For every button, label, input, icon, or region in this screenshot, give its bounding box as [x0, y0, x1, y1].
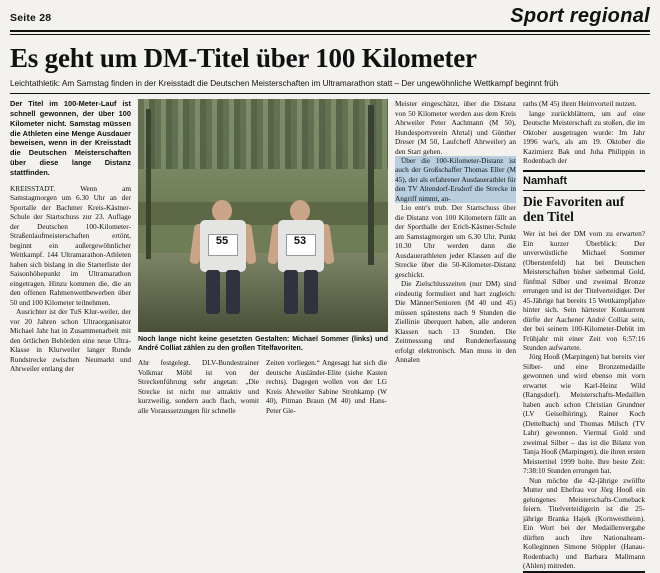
paragraph: Nun möchte die 42-jährige zwölfte Mutter und Ehefrau vor Jörg Hooß ein gelungenes Meisterschafts-Comeback feiern. Titelverteidigerin ist die 25-jährige Branka Hajek (Kornwestheim). Ein Wort bei der Medaillenvergabe dürften auch ihre Nationalteam-Kolleginnen Simone Stöppler (Hanau-Rodenbach) und Barbara Mallmann (Ahlen) mitreden.: [523, 475, 645, 571]
sidebar-title: Die Favoriten auf den Titel: [523, 194, 625, 225]
paragraph: Zeiten vorliegen.“ Angesagt hat sich die deutsche Ausländer-Elite (siehe Kasten rechts). Dagegen wollen von der LG Kreis Ahrweiler Sabine Strohkamp (W 40), Pitman Braun (M 40) und Hans-Peter Gie-: [266, 358, 387, 415]
article-photo: [138, 99, 388, 332]
article-lead: Der Titel im 100-Meter-Lauf ist schnell gewonnen, der über 100 Kilometer nicht. Samstag müssen die Athleten eine Menge Ausdauer beweisen, wenn in der Kreisstadt die Deutschen Meisterschaften über diese lange Distanz stattfinden.: [10, 99, 131, 177]
paragraph: Ausrichter ist der TuS Klur-weiler, der vor 20 Jahren schon Ultraorganisator Michael Jahr hat in Zusammenarbeit mit den örtlichen Behörden eine neue Ultra-Klasse in Klurweiler langer Runde Rundstrecke zwischen Neumarkt und Ahrweiler entlang der: [10, 307, 131, 374]
paragraph: Lio entr's trub. Der Startschuss über die Distanz von 100 Kilometern fällt an der Sporthalle der Erich-Kästner-Schule am Samstagmorgen um 6.30 Uhr. Punkt 10.30 Uhr werden dann die Ausdauerathleten jeder Klassen auf die Strecke über die 50-Kilometer-Distanz geschickt.: [395, 203, 516, 279]
photo-post-left: [146, 109, 151, 259]
column-5: [523, 99, 645, 573]
column-4-body: [395, 99, 516, 365]
paragraph: Meister eingeschätzt, über die Distanz von 50 Kilometer werden aus dem Kreis Ahrweiler Peter Aachmann (M 50), Hundesportverein Ahrtal) und Günther Dreser (M 50, Laufcheff Ahrweiler) an den Start gehen.: [395, 99, 516, 156]
column-1-body: [10, 184, 131, 374]
paragraph: lange zurückblättern, um auf eine Deutsche Meisterschaft zu stoßen, die im Oktober ausgetragen wurde: Im Jahr 1996 war's, als am 19. Oktober die Kazimierz Bak und Juha Philippin in Rodenbach der: [523, 108, 645, 165]
photo-caption: Noch lange nicht keine gesetzten Gestalten: Michael Sommer (links) und André Colliat zählen zu den großen Titelfavoriten.: [138, 336, 388, 353]
column-1: [10, 99, 131, 573]
highlighted-paragraph: Über die 100-Kilometer-Distanz ist auch der Großschaffer Thomas Eller (M 45), der als erfahrener Ausdauerathlet für den TV Altendorf-Ersdorf die Strecke in Angriff nimmt, an-: [395, 156, 516, 203]
photo-ground: [138, 253, 388, 332]
photo-under-columns: [138, 358, 388, 415]
masthead: [10, 0, 650, 27]
column-5-body: [523, 99, 645, 165]
sidebar-kicker: Namhaft: [523, 175, 568, 188]
sidebar-rule: [523, 190, 645, 191]
paragraph: Ahr festgelegt. DLV-Bundestrainer Volkmar Möbl ist von der Streckenführung sehr angetan: „Die Strecke ist nicht nur attraktiv und kurzweilig, sondern auch flach, womit alle Voraussetzungen für schnelle: [138, 358, 259, 415]
masthead-rule: [10, 30, 650, 32]
article-columns: [10, 99, 650, 573]
paragraph: Jörg Hooß (Marpingen) hat bereits vier Silber- und eine Bronzemedaille gewonnen und wird ebenso mit vorn erwartet wie Karl-Heinz Wild (Rangsdorf). Meisterschafts-Medaillen haben auch schon Christian Grundner (LV Geiselhöring), Rainer Koch (Dettelbach) und Thomas Milsch (TV Lahr) gewonnen. Viermal Gold und zweimal Silber – das ist die Bilanz von Tanja Hooß (Marpingen), die ihren ersten Meistertitel 1999 holte. Ihre beste Zeit: 7:38:10 Stunden errungen hat.: [523, 352, 645, 476]
column-4: [395, 99, 516, 573]
photo-crowd: [138, 99, 388, 169]
column-3-body: [266, 358, 387, 415]
paragraph: raths (M 45) ihren Heimvorteil nutzen.: [523, 99, 637, 109]
column-3: [266, 358, 387, 415]
photo-midband: [138, 202, 388, 225]
masthead-rule-thin: [10, 34, 650, 35]
photo-runner-left: 55: [192, 200, 256, 318]
paragraph: Die Zielschlusszeiten (nur DM) sind eindeutig formuliert und hart zugleich: Die Männer/Senioren (M 40 und 45) müssen spätestens nach 9 Stunden die Ziellinie überquert haben, alle anderen Klassen nach 13 Stunden. Die Zeitmessung und Rundenerfassung erfolgt elektronisch. Man muss in den Annalen: [395, 279, 516, 365]
paragraph: KREISSTADT. Wenn am Samstagmorgen um 6.30 Uhr an der Sportalle der Bachmer Kreis-Kästner-Schule der Startschuss zur 23. Auflage der Deutschen 100-Kilometer-Straßenlaufmeisterschaften ertönt, beginnt ein außergewöhnlicher Wettkampf. 144 Ultramarathon-Athleten haben sich bislang in die Starterliste der Saisonhöhepunkt im Ultramarathon eingetragen. Hinzu kommen die, die an den offenen Rahmenwettbewerben über 50 und 100 Kilometer teilnehmen.: [10, 183, 131, 307]
paragraph: Wer ist bei der DM vorn zu erwarten? Ein kurzer Überblick: Der unverwüstliche Michael Sommer (Oberstenfeld) hat bei Deutschen Meisterschaften bisher siebenmal Gold, fünfmal Silber und zweimal Bronze errungen und ist der Titelverteidiger. Der 45-Jährige hat bereits 15 Wettkampfjahre hinter sich. Sein härtester Konkurrent dürfte der Aachener André Colliat sein, der bei seinem 100-Kilometer-Debüt im Frühjahr mit einer Zeit von 6:57:16 Stunden aufwartete.: [523, 229, 645, 352]
article-headline: Es geht um DM-Titel über 100 Kilometer: [10, 42, 477, 73]
photo-runner-right: 53: [270, 200, 334, 318]
column-2: [138, 358, 259, 415]
subhead-rule: [10, 93, 650, 94]
page-folio: Seite 28: [10, 12, 52, 24]
photo-post-right: [368, 105, 374, 265]
section-title: Sport regional: [510, 5, 650, 27]
article-subhead: Leichtathletik: Am Samstag finden in der Kreisstadt die Deutschen Meisterschaften im Ultramarathon statt – Der ungewöhnliche Wettkampf beginnt früh: [10, 78, 559, 88]
column-2-body: [138, 358, 259, 415]
sidebar-box: [523, 170, 645, 572]
photo-block: [138, 99, 388, 573]
sidebar-body: [523, 229, 645, 570]
